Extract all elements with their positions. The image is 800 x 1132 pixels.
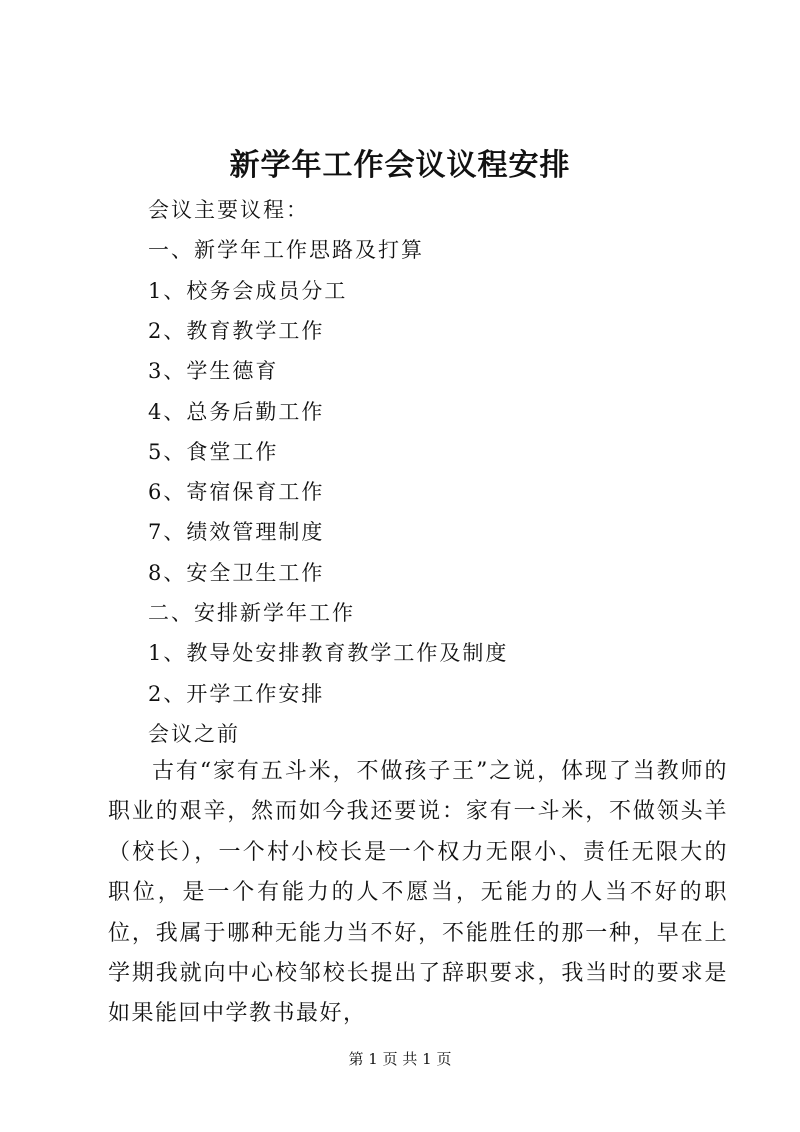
agenda-item: 5、食堂工作	[148, 440, 279, 464]
agenda-item: 1、教导处安排教育教学工作及制度	[148, 641, 509, 665]
agenda-item: 3、学生德育	[148, 359, 279, 383]
agenda-heading: 会议主要议程：	[148, 198, 309, 222]
section-one-heading: 一、新学年工作思路及打算	[148, 238, 424, 262]
agenda-item: 2、开学工作安排	[148, 682, 325, 706]
document-title: 新学年工作会议议程安排	[229, 148, 571, 183]
agenda-item: 8、安全卫生工作	[148, 561, 325, 585]
agenda-item: 4、总务后勤工作	[148, 400, 325, 424]
body-paragraph: 古有“家有五斗米，不做孩子王”之说，体现了当教师的职业的艰辛，然而如今我还要说：家有一斗米，不做领头羊（校长），一个村小校长是一个权力无限小、责任无限大的职位，是一个有能力的人不愿当，无能力的人当不好的职位，我属于哪种无能力当不好，不能胜任的那一种，早在上学期我就向中心校邹校长提出了辞职要求，我当时的要求是如果能回中学教书最好，	[108, 759, 728, 1027]
section-heading: 会议之前	[148, 722, 240, 746]
section-two-heading: 二、安排新学年工作	[148, 601, 355, 625]
agenda-item: 1、校务会成员分工	[148, 279, 348, 303]
agenda-item: 6、寄宿保育工作	[148, 480, 325, 504]
agenda-item: 2、教育教学工作	[148, 319, 325, 343]
page-footer: 第 1 页 共 1 页	[348, 1050, 452, 1068]
agenda-item: 7、绩效管理制度	[148, 520, 325, 544]
